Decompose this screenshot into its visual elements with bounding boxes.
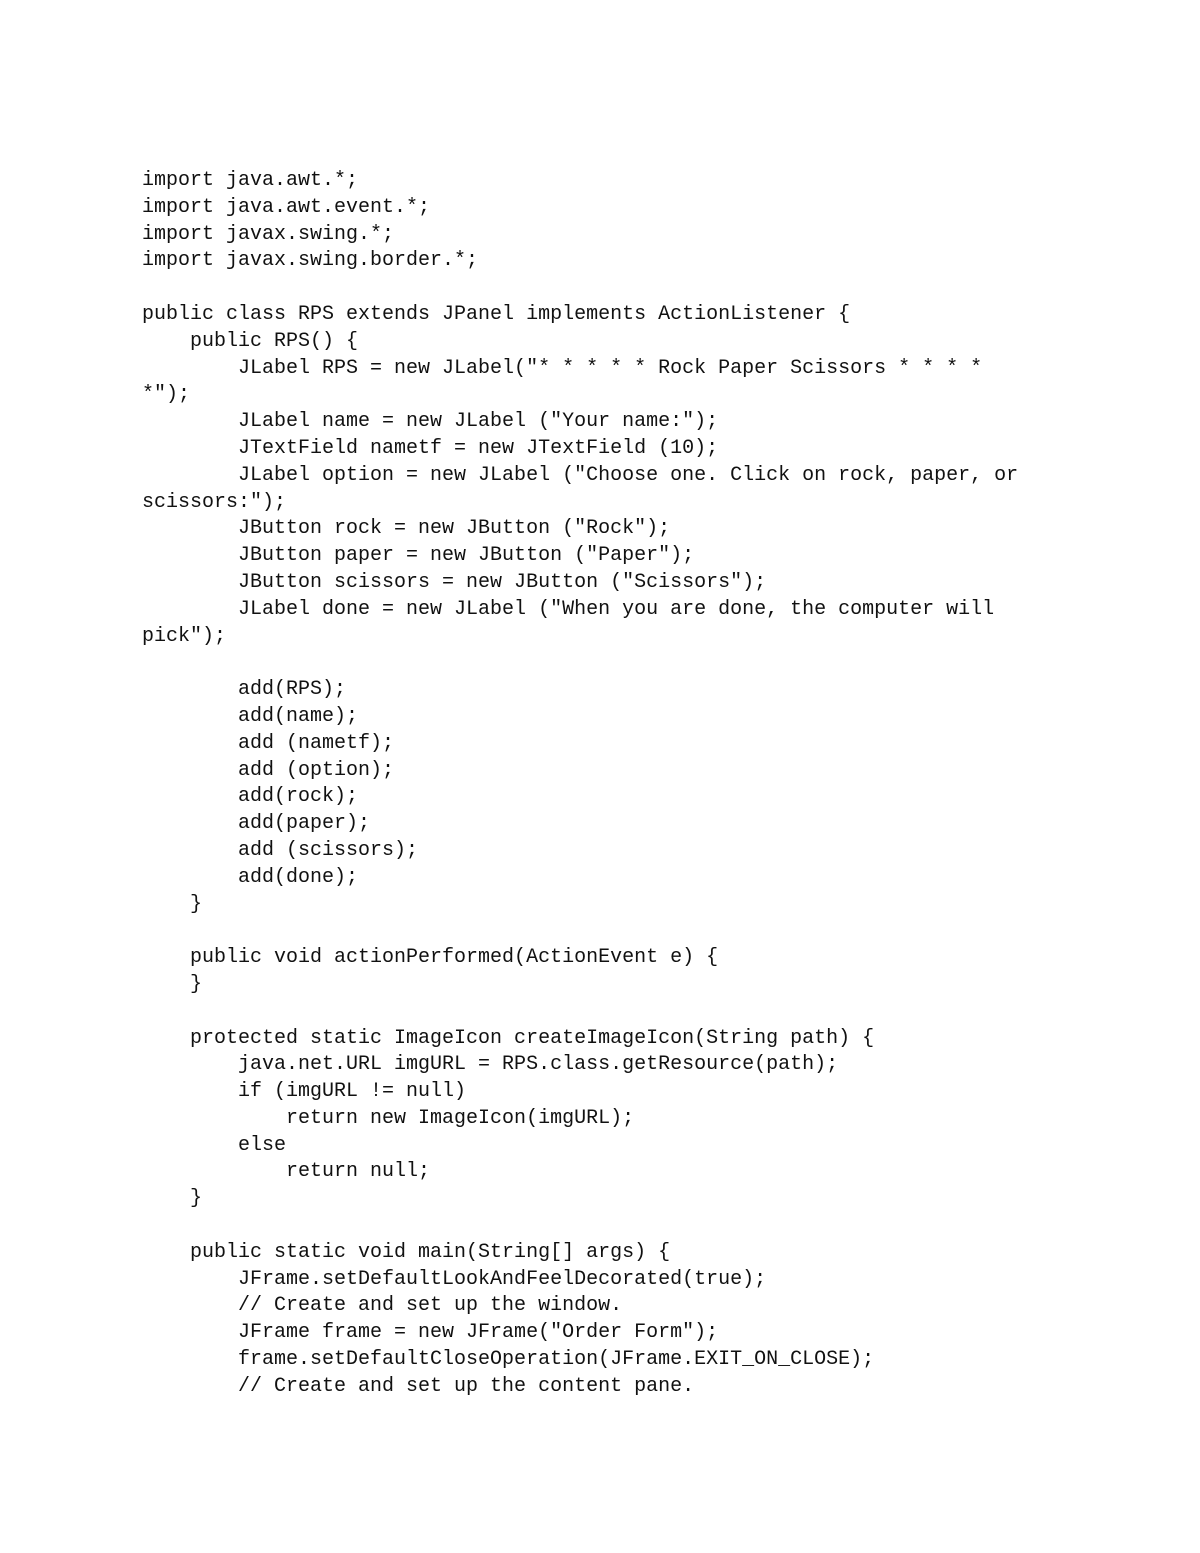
code-line: JLabel option = new JLabel ("Choose one. Click on rock, paper, or <box>142 463 1019 487</box>
code-line: } <box>142 1187 203 1211</box>
code-line: JButton scissors = new JButton ("Scissors"); <box>142 570 767 594</box>
code-line: add(paper); <box>142 812 371 836</box>
code-line <box>142 275 1142 302</box>
code-line <box>142 999 1142 1026</box>
code-line: return new ImageIcon(imgURL); <box>142 1106 635 1130</box>
code-line: public class RPS extends JPanel implements ActionListener { <box>142 302 851 326</box>
code-line: // Create and set up the content pane. <box>142 1374 695 1398</box>
code-line: // Create and set up the window. <box>142 1294 623 1318</box>
code-line: JFrame.setDefaultLookAndFeelDecorated(true); <box>142 1267 767 1291</box>
code-line: if (imgURL != null) <box>142 1080 467 1104</box>
code-line: public static void main(String[] args) { <box>142 1240 671 1264</box>
code-line: } <box>142 972 203 996</box>
code-line: add(done); <box>142 865 359 889</box>
code-line: protected static ImageIcon createImageIcon(String path) { <box>142 1026 875 1050</box>
code-line: JLabel name = new JLabel ("Your name:"); <box>142 410 719 434</box>
code-line: JFrame frame = new JFrame("Order Form"); <box>142 1321 719 1345</box>
code-line: add(name); <box>142 704 359 728</box>
code-line: JButton rock = new JButton ("Rock"); <box>142 517 671 541</box>
code-line: return null; <box>142 1160 431 1184</box>
code-line: java.net.URL imgURL = RPS.class.getResource(path); <box>142 1053 839 1077</box>
code-line: pick"); <box>142 624 227 648</box>
code-line: *"); <box>142 383 191 407</box>
code-line: add (scissors); <box>142 838 419 862</box>
code-line <box>142 1213 1142 1240</box>
code-line: else <box>142 1133 287 1157</box>
code-line: import javax.swing.border.*; <box>142 249 479 273</box>
code-line: scissors:"); <box>142 490 287 514</box>
code-line: add(RPS); <box>142 678 347 702</box>
code-line: import java.awt.*; <box>142 169 359 192</box>
code-line: JButton paper = new JButton ("Paper"); <box>142 544 695 568</box>
code-line: JLabel RPS = new JLabel("* * * * * Rock Paper Scissors * * * * <box>142 356 983 380</box>
code-line: add(rock); <box>142 785 359 809</box>
code-line <box>142 918 1142 945</box>
code-line: public RPS() { <box>142 329 359 353</box>
code-listing <box>142 168 1142 1401</box>
code-line: } <box>142 892 203 916</box>
code-line: frame.setDefaultCloseOperation(JFrame.EXIT_ON_CLOSE); <box>142 1348 875 1372</box>
code-line: import java.awt.event.*; <box>142 195 431 219</box>
code-line: import javax.swing.*; <box>142 222 395 246</box>
code-line <box>142 650 1142 677</box>
code-line: add (option); <box>142 758 395 782</box>
code-line: add (nametf); <box>142 731 395 755</box>
code-line: public void actionPerformed(ActionEvent e) { <box>142 946 719 970</box>
code-line: JLabel done = new JLabel ("When you are done, the computer will <box>142 597 995 621</box>
code-line: JTextField nametf = new JTextField (10); <box>142 436 719 460</box>
